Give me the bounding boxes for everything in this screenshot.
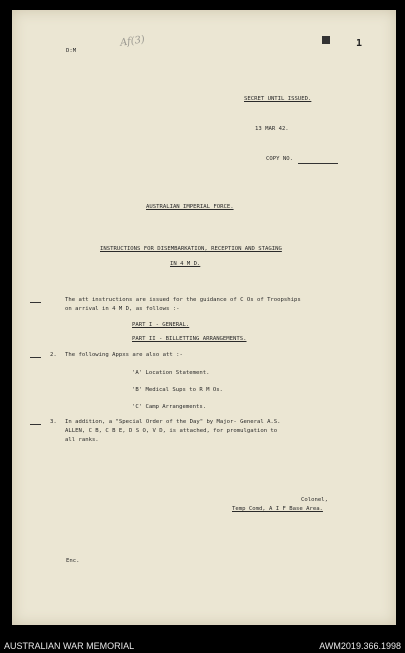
- appendix-c: 'C' Camp Arrangements.: [132, 404, 207, 410]
- margin-mark: [30, 302, 41, 303]
- file-reference: D:M: [66, 48, 77, 54]
- para3-line3: all ranks.: [65, 437, 99, 443]
- para2-text: The following Appxs are also att :-: [65, 352, 183, 358]
- document-title: INSTRUCTIONS FOR DISEMBARKATION, RECEPTION AND STAGING: [100, 246, 282, 252]
- para3-line2: ALLEN, C B, C B E, D S O, V D, is attached, for promulgation to: [65, 428, 278, 434]
- force-heading: AUSTRALIAN IMPERIAL FORCE.: [146, 204, 234, 210]
- part-2-heading: PART II - BILLETTING ARRANGEMENTS.: [132, 336, 247, 342]
- pencil-annotation: Af(3): [119, 34, 146, 49]
- filing-mark-icon: [322, 36, 330, 44]
- appendix-b: 'B' Medical Sups to R M Os.: [132, 387, 223, 393]
- part-1-heading: PART I - GENERAL.: [132, 322, 190, 328]
- enclosure-label: Enc.: [66, 558, 80, 564]
- para1-line1: The att instructions are issued for the guidance of C Os of Troopships: [65, 297, 301, 303]
- classification: SECRET UNTIL ISSUED.: [244, 96, 312, 102]
- para3-line1: In addition, a "Special Order of the Day" by Major- General A.S.: [65, 419, 281, 425]
- appendix-a: 'A' Location Statement.: [132, 370, 210, 376]
- margin-mark: [30, 424, 41, 425]
- footer-right: AWM2019.366.1998: [319, 641, 401, 651]
- document-date: 13 MAR 42.: [255, 126, 289, 132]
- footer-left: AUSTRALIAN WAR MEMORIAL: [4, 641, 135, 651]
- copy-number-line: [298, 163, 338, 164]
- signature-rank: Colonel,: [301, 497, 328, 503]
- para3-number: 3.: [50, 419, 57, 425]
- margin-mark: [30, 357, 41, 358]
- document-title-line2: IN 4 M D.: [170, 261, 201, 267]
- page-number: 1: [356, 38, 363, 49]
- document-page: [12, 10, 396, 625]
- para1-line2: on arrival in 4 M D, as follows :-: [65, 306, 180, 312]
- para2-number: 2.: [50, 352, 57, 358]
- copy-number-label: COPY NO.: [266, 156, 293, 162]
- signature-title: Temp Comd, A I F Base Area.: [232, 506, 323, 512]
